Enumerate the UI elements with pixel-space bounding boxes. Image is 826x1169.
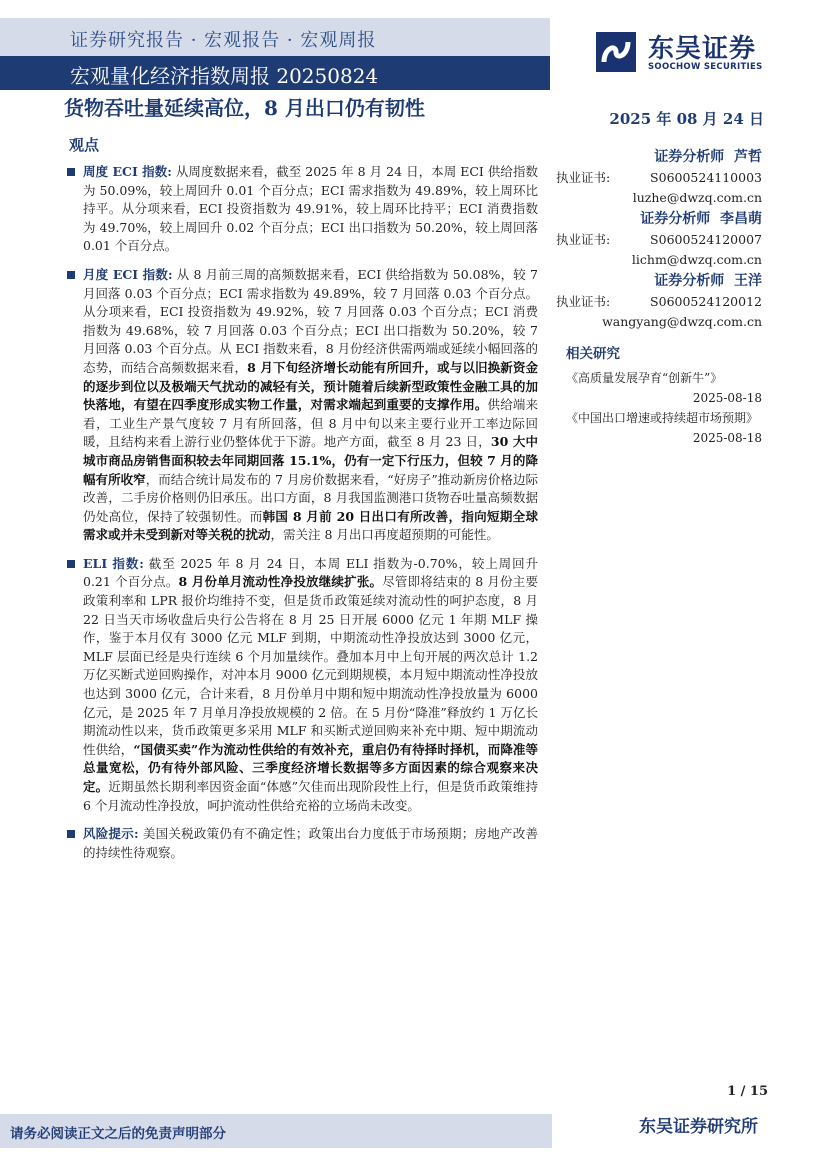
analyst-block [556, 270, 762, 332]
institute-name: 东吴证券研究所 [639, 1117, 758, 1137]
analyst-panel [556, 146, 762, 332]
paragraph-text: ，而结合统计局发布的 7 月房价数据来看，“好房子”推动新房价格边际改善，二手房价格则仍旧承压。出口方面，8 月我国监测港口货物吞吐量高频数据仍处高位，保持了较强韧性。而 [83, 471, 538, 524]
paragraph-bold: “国债买卖”作为流动性供给的有效补充，重启仍有待择时择机，而降准等总量宽松，仍有待外部风险、三季度经济增长数据等多方面因素的综合观察来决定。 [83, 741, 538, 794]
paragraph-lead: 月度 ECI 指数: [83, 266, 173, 282]
analyst-email[interactable]: luzhe@dwzq.com.cn [632, 190, 762, 205]
license-number: S0600524120007 [650, 232, 762, 247]
paragraph-text: 截至 2025 年 8 月 24 日，本周 ELI 指数为-0.70%，较上周回升 0.21 个百分点。 [83, 555, 538, 590]
bullet-square-icon [67, 168, 75, 176]
related-research [566, 342, 762, 448]
paragraph-bold: 韩国 8 月前 20 日出口有所改善，指向短期全球需求或并未受到新对等关税的扰动 [83, 508, 538, 543]
analyst-name: 王洋 [734, 273, 762, 289]
paragraph-text: 从周度数据来看，截至 2025 年 8 月 24 日，本周 ECI 供给指数为 50.09%，较上周回升 0.01 个百分点；ECI 需求指数为 49.89%，较上周环比持平。从分项来看，ECI 投资指数为 49.91%，较上周环比持平；ECI 消费指数为 49.70%，较上周回升 0.02 个百分点；ECI 出口指数为 50.20%，较上周回落 0.01 个百分点。 [83, 164, 538, 254]
viewpoint-heading: 观点 [69, 136, 100, 154]
analyst-title-line [556, 270, 762, 292]
report-series: 证券研究报告 · 宏观报告 · 宏观周报 [70, 30, 377, 51]
paragraph-lead: 风险提示: [83, 826, 139, 842]
paragraph-text: 美国关税政策仍有不确定性；政策出台力度低于市场预期；房地产改善的持续性待观察。 [83, 826, 538, 860]
license-label: 执业证书: [556, 170, 611, 185]
analyst-block [556, 208, 762, 270]
paragraph-bold: 8 月份单月流动性净投放继续扩张。 [178, 574, 383, 590]
paragraph-lead: ELI 指数: [83, 555, 144, 571]
license-number: S0600524120012 [650, 294, 762, 309]
bullet-square-icon [67, 830, 75, 838]
paragraph-bold: 30 大中城市商品房销售面积较去年同期回落 15.1%，仍有一定下行压力，但较 7 月的降幅有所收窄 [83, 434, 538, 487]
analyst-license-line [556, 230, 762, 250]
soochow-logo-icon [596, 32, 636, 72]
analyst-title: 证券分析师 [654, 273, 725, 289]
company-logo [596, 30, 796, 74]
analyst-title-line [556, 208, 762, 230]
report-date: 2025 年 08 月 24 日 [609, 110, 764, 128]
paragraph-text: 近期虽然长期利率因资金面“体感”欠佳而出现阶段性上行，但是货币政策维持 6 个月流动性净投放，呵护流动性供给充裕的立场尚未改变。 [83, 779, 538, 813]
license-label: 执业证书: [556, 232, 611, 247]
disclaimer-band [0, 1114, 552, 1148]
license-number: S0600524110003 [650, 170, 762, 185]
analyst-title: 证券分析师 [640, 211, 711, 227]
analyst-block [556, 146, 762, 208]
analyst-license-line [556, 292, 762, 312]
paragraph-lead: 周度 ECI 指数: [83, 164, 172, 179]
paragraph-text: ，需关注 8 月出口再度超预期的可能性。 [270, 527, 499, 543]
report-subtitle: 宏观量化经济指数周报 20250824 [70, 64, 379, 88]
disclaimer-text: 请务必阅读正文之后的免责声明部分 [10, 1126, 226, 1142]
paragraph-weekly-eci [67, 163, 538, 256]
paragraph-text: 从 8 月前三周的高频数据来看，ECI 供给指数为 50.08%，较 7 月回落 0.03 个百分点；ECI 需求指数为 49.89%，较 7 月回落 0.03 个百分点。从分项来看，ECI 投资指数为 49.92%，较 7 月回落 0.03 个百分点；ECI 消费指数为 49.68%，较 7 月回落 0.03 个百分点；ECI 出口指数为 50.20%，较 7 月回落 0.03 个百分点。从 ECI 指数来看，8 月份经济供需两端或延续小幅回落的态势，而结合高频数据来看， [83, 266, 538, 375]
related-item-title[interactable]: 《高质量发展孕育“创新牛”》 [566, 371, 723, 385]
analyst-email[interactable]: wangyang@dwzq.com.cn [602, 314, 762, 329]
paragraph-text: 供给端来看，工业生产景气度较 7 月有所回落，但 8 月中旬以来主要行业开工率边际回暖，且结构来看上游行业仍整体优于下游。地产方面，截至 8 月 23 日， [83, 397, 538, 450]
bullet-square-icon [67, 271, 75, 279]
bullet-square-icon [67, 560, 75, 568]
related-item-date: 2025-08-18 [692, 431, 762, 445]
paragraph-risk [67, 825, 538, 862]
license-label: 执业证书: [556, 294, 611, 309]
analyst-email[interactable]: lichm@dwzq.com.cn [631, 252, 762, 267]
paragraph-text: 尽管即将结束的 8 月份主要政策利率和 LPR 报价均维持不变，但是货币政策延续对流动性的呵护态度，8 月 22 日当天市场收盘后央行公告将在 8 月 25 日开展 6000 亿元 1 年期 MLF 操作，鉴于本月仅有 3000 亿元 MLF 到期，中期流动性净投放达到 3000 亿元，MLF 层面已经是央行连续 6 个月加量续作。叠加本月中上旬开展的两次总计 1.2 万亿买断式逆回购操作，对冲本月 9000 亿元到期规模，本月短中期流动性净投放也达到 3000 亿元，合计来看，8 月份单月中期和短中期流动性净投放量为 6000 亿元，是 2025 年 7 月单月净投放规模的 2 倍。在 5 月份“降准”释放约 1 万亿长期流动性以来，货币政策更多采用 MLF 和买断式逆回购来补充中期、短中期流动性供给， [83, 574, 538, 757]
related-item-date: 2025-08-18 [692, 391, 762, 405]
related-item-title[interactable]: 《中国出口增速或持续超市场预期》 [566, 411, 759, 425]
series-band [0, 18, 550, 56]
paragraph-eli [67, 555, 538, 815]
analyst-name: 芦哲 [734, 149, 762, 165]
page-number: 1 / 15 [727, 1084, 768, 1099]
logo-en: SOOCHOW SECURITIES [648, 62, 763, 72]
analyst-title-line [556, 146, 762, 168]
main-content [67, 163, 538, 872]
subtitle-band [0, 56, 550, 90]
paragraph-monthly-eci [67, 266, 538, 545]
paragraph-bold: 8 月下旬经济增长动能有所回升，或与以旧换新资金的逐步到位以及极端天气扰动的减轻有关，预计随着后续新型政策性金融工具的加快落地，有望在四季度形成实物工作量，对需求端起到重要的支撑作用。 [83, 359, 538, 413]
report-title: 货物吞吐量延续高位，8 月出口仍有韧性 [64, 96, 425, 120]
analyst-title: 证券分析师 [654, 149, 725, 165]
logo-cn: 东吴证券 [648, 34, 757, 64]
analyst-license-line [556, 168, 762, 188]
related-heading: 相关研究 [566, 346, 620, 362]
analyst-name: 李昌萌 [720, 211, 762, 227]
